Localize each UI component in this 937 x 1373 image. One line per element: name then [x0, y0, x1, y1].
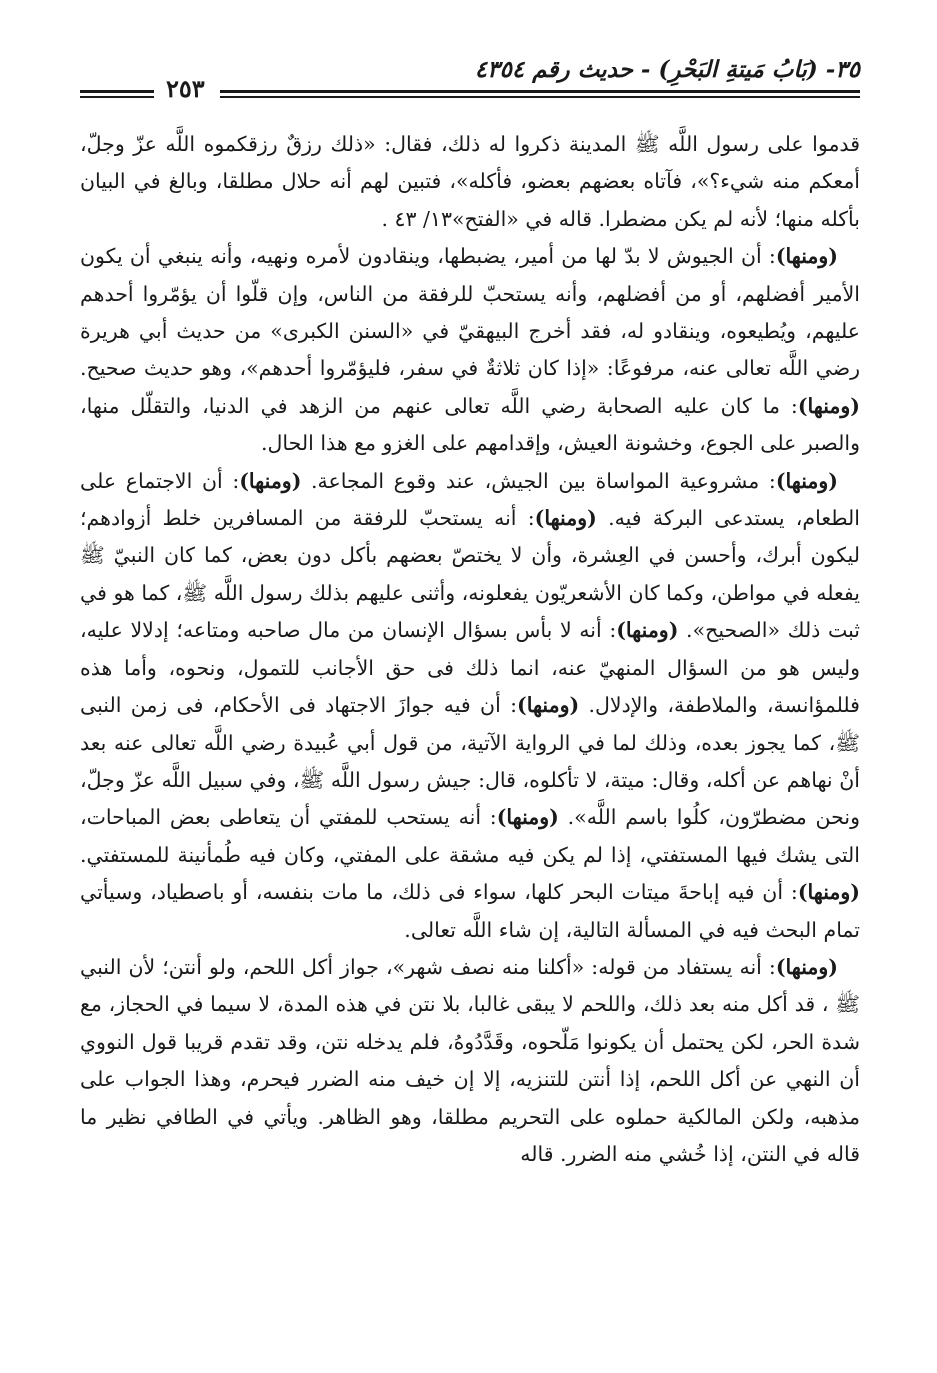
heading-keyword: (ومنها): [616, 618, 679, 643]
page-number: ٢٥٣: [166, 74, 205, 103]
header-title: ٣٥- (بَابُ مَيتةِ البَحْرِ) - حديث رقم ٤٣٥٤: [474, 56, 860, 83]
text-run: : أنه يستحبّ للرفقة من المسافرين خلط أزوادهم؛ ليكون أبرك، وأحسن في العِشرة، وأن لا يختصّ بعضهم بأكل دون بعض، كما كان النبيّ ﷺ يفعله في مواطن، وكما كان الأشعريّون يفعلونه، وأثنى عليهم بذلك رسول اللَّه ﷺ، كما هو في ثبت ذلك «الصحيح».: [80, 506, 860, 643]
heading-keyword: (ومنها): [496, 805, 559, 830]
page-number-rule: [80, 90, 154, 97]
heading-keyword: (ومنها): [517, 693, 580, 718]
text-run: : مشروعية المواساة بين الجيش، عند وقوع المجاعة.: [301, 468, 776, 493]
text-run: قدموا على رسول اللَّه ﷺ المدينة ذكروا له ذلك، فقال: «ذلك رزقٌ رزقكموه اللَّه عزّ وجلّ، أمعكم منه شيء؟»، فآتاه بعضهم بعضو، فأكله»، فتبين لهم أنه حلال مطلقا، وبالغ في البيان بأكله منها؛ لأنه لم يكن مضطرا. قاله في «الفتح»١٣/ ٤٣ .: [80, 132, 860, 231]
text-run: : أن فيه إباحةَ ميتات البحر كلها، سواء فى ذلك، ما مات بنفسه، أو باصطياد، وسيأتي تمام البحث فيه في المسألة التالية، إن شاء اللَّه تعالى.: [80, 880, 860, 942]
heading-keyword: (ومنها): [239, 468, 302, 493]
text-run: : أنه يستفاد من قوله: «أكلنا منه نصف شهر»، جواز أكل اللحم، ولو أنتن؛ لأن النبي ﷺ ، قد أكل منه بعد ذلك، واللحم لا يبقى غالبا، بلا نتن في هذه المدة، لا سيما في الحجاز، مع شدة الحر، لكن يحتمل أن يكونوا مَلّحوه، وقَدَّدُوهُ، فلم يدخله نتن، وقد تقدم قريبا قول النووي أن النهي عن أكل اللحم، إذا أنتن للتنزيه، إلا إن خيف منه الضرر فيحرم، وهذا الجواب على مذهبه، ولكن المالكية حملوه على التحريم مطلقا، وهو الظاهر. ويأتي في الطافي نظير ما قاله في النتن، إذا خُشي منه الضرر. قاله: [80, 954, 860, 1166]
heading-keyword: (ومنها): [775, 954, 838, 979]
header-rule-thin: [220, 97, 860, 98]
text-run: : أنه يستحب للمفتي أن يتعاطى بعض المباحات، التى يشك فيها المستفتي، إذا لم يكن فيه مشقة على المفتي، وكان فيه طُمأنينة للمستفتي.: [80, 805, 860, 867]
paragraph-2: [80, 238, 860, 462]
paragraph-3: [80, 463, 860, 949]
heading-keyword: (ومنها): [797, 393, 860, 418]
text-run: : ما كان عليه الصحابة رضي اللَّه تعالى عنهم من الزهد في الدنيا، والتقلّل منها، والصبر على الجوع، وخشونة العيش، وإقدامهم على الغزو مع هذا الحال.: [80, 393, 860, 456]
page-number-rule-thin: [80, 97, 154, 98]
header-rule: [220, 90, 860, 97]
running-header: [80, 52, 860, 106]
heading-keyword: (ومنها): [797, 880, 860, 905]
book-page: [80, 52, 860, 1342]
heading-keyword: (ومنها): [534, 506, 597, 531]
text-run: : أن فيه جوازَ الاجتهاد فى الأحكام، فى زمن النبى ﷺ، كما يجوز بعده، وذلك لما في الرواية الآتية، من قول أبي عُبيدة رضي اللَّه تعالى عنه بعد أنْ نهاهم عن أكله، وقال: ميتة، لا تأكلوه، قال: جيش رسول اللَّه ﷺ، وفي سبيل اللَّه عزّ وجلّ، ونحن مضطرّون، كلُوا باسم اللَّه».: [80, 693, 860, 830]
paragraph-1: [80, 126, 860, 238]
text-run: : أن الاجتماع على الطعام، يستدعى البركة فيه.: [80, 468, 860, 531]
paragraph-4: [80, 949, 860, 1173]
body-text: [80, 126, 860, 1173]
heading-keyword: (ومنها): [775, 468, 838, 493]
heading-keyword: (ومنها): [775, 244, 838, 269]
text-run: : أن الجيوش لا بدّ لها من أمير، يضبطها، وينقادون لأمره ونهيه، وأنه ينبغي أن يكون الأمير أفضلهم، أو من أفضلهم، وأنه يستحبّ للرفقة من الناس، وإن قلّوا أن يؤمّروا أحدهم عليهم، ويُطيعوه، وينقادو له، فقد أخرج البيهقيّ في «السنن الكبرى» من حديث أبي هريرة رضي اللَّه تعالى عنه، مرفوعًا: «إذا كان ثلاثةٌ في سفر، فليؤمّروا أحدهم»، وهو حديث صحيح.: [80, 244, 860, 381]
text-run: : أنه لا بأس بسؤال الإنسان من مال صاحبه ومتاعه؛ إدلالا عليه، وليس هو من السؤال المنهيّ عنه، انما ذلك فى حق الأجانب للتمول، ونحوه، وأما هذه فللمؤانسة، والملاطفة، والإدلال.: [80, 618, 860, 718]
